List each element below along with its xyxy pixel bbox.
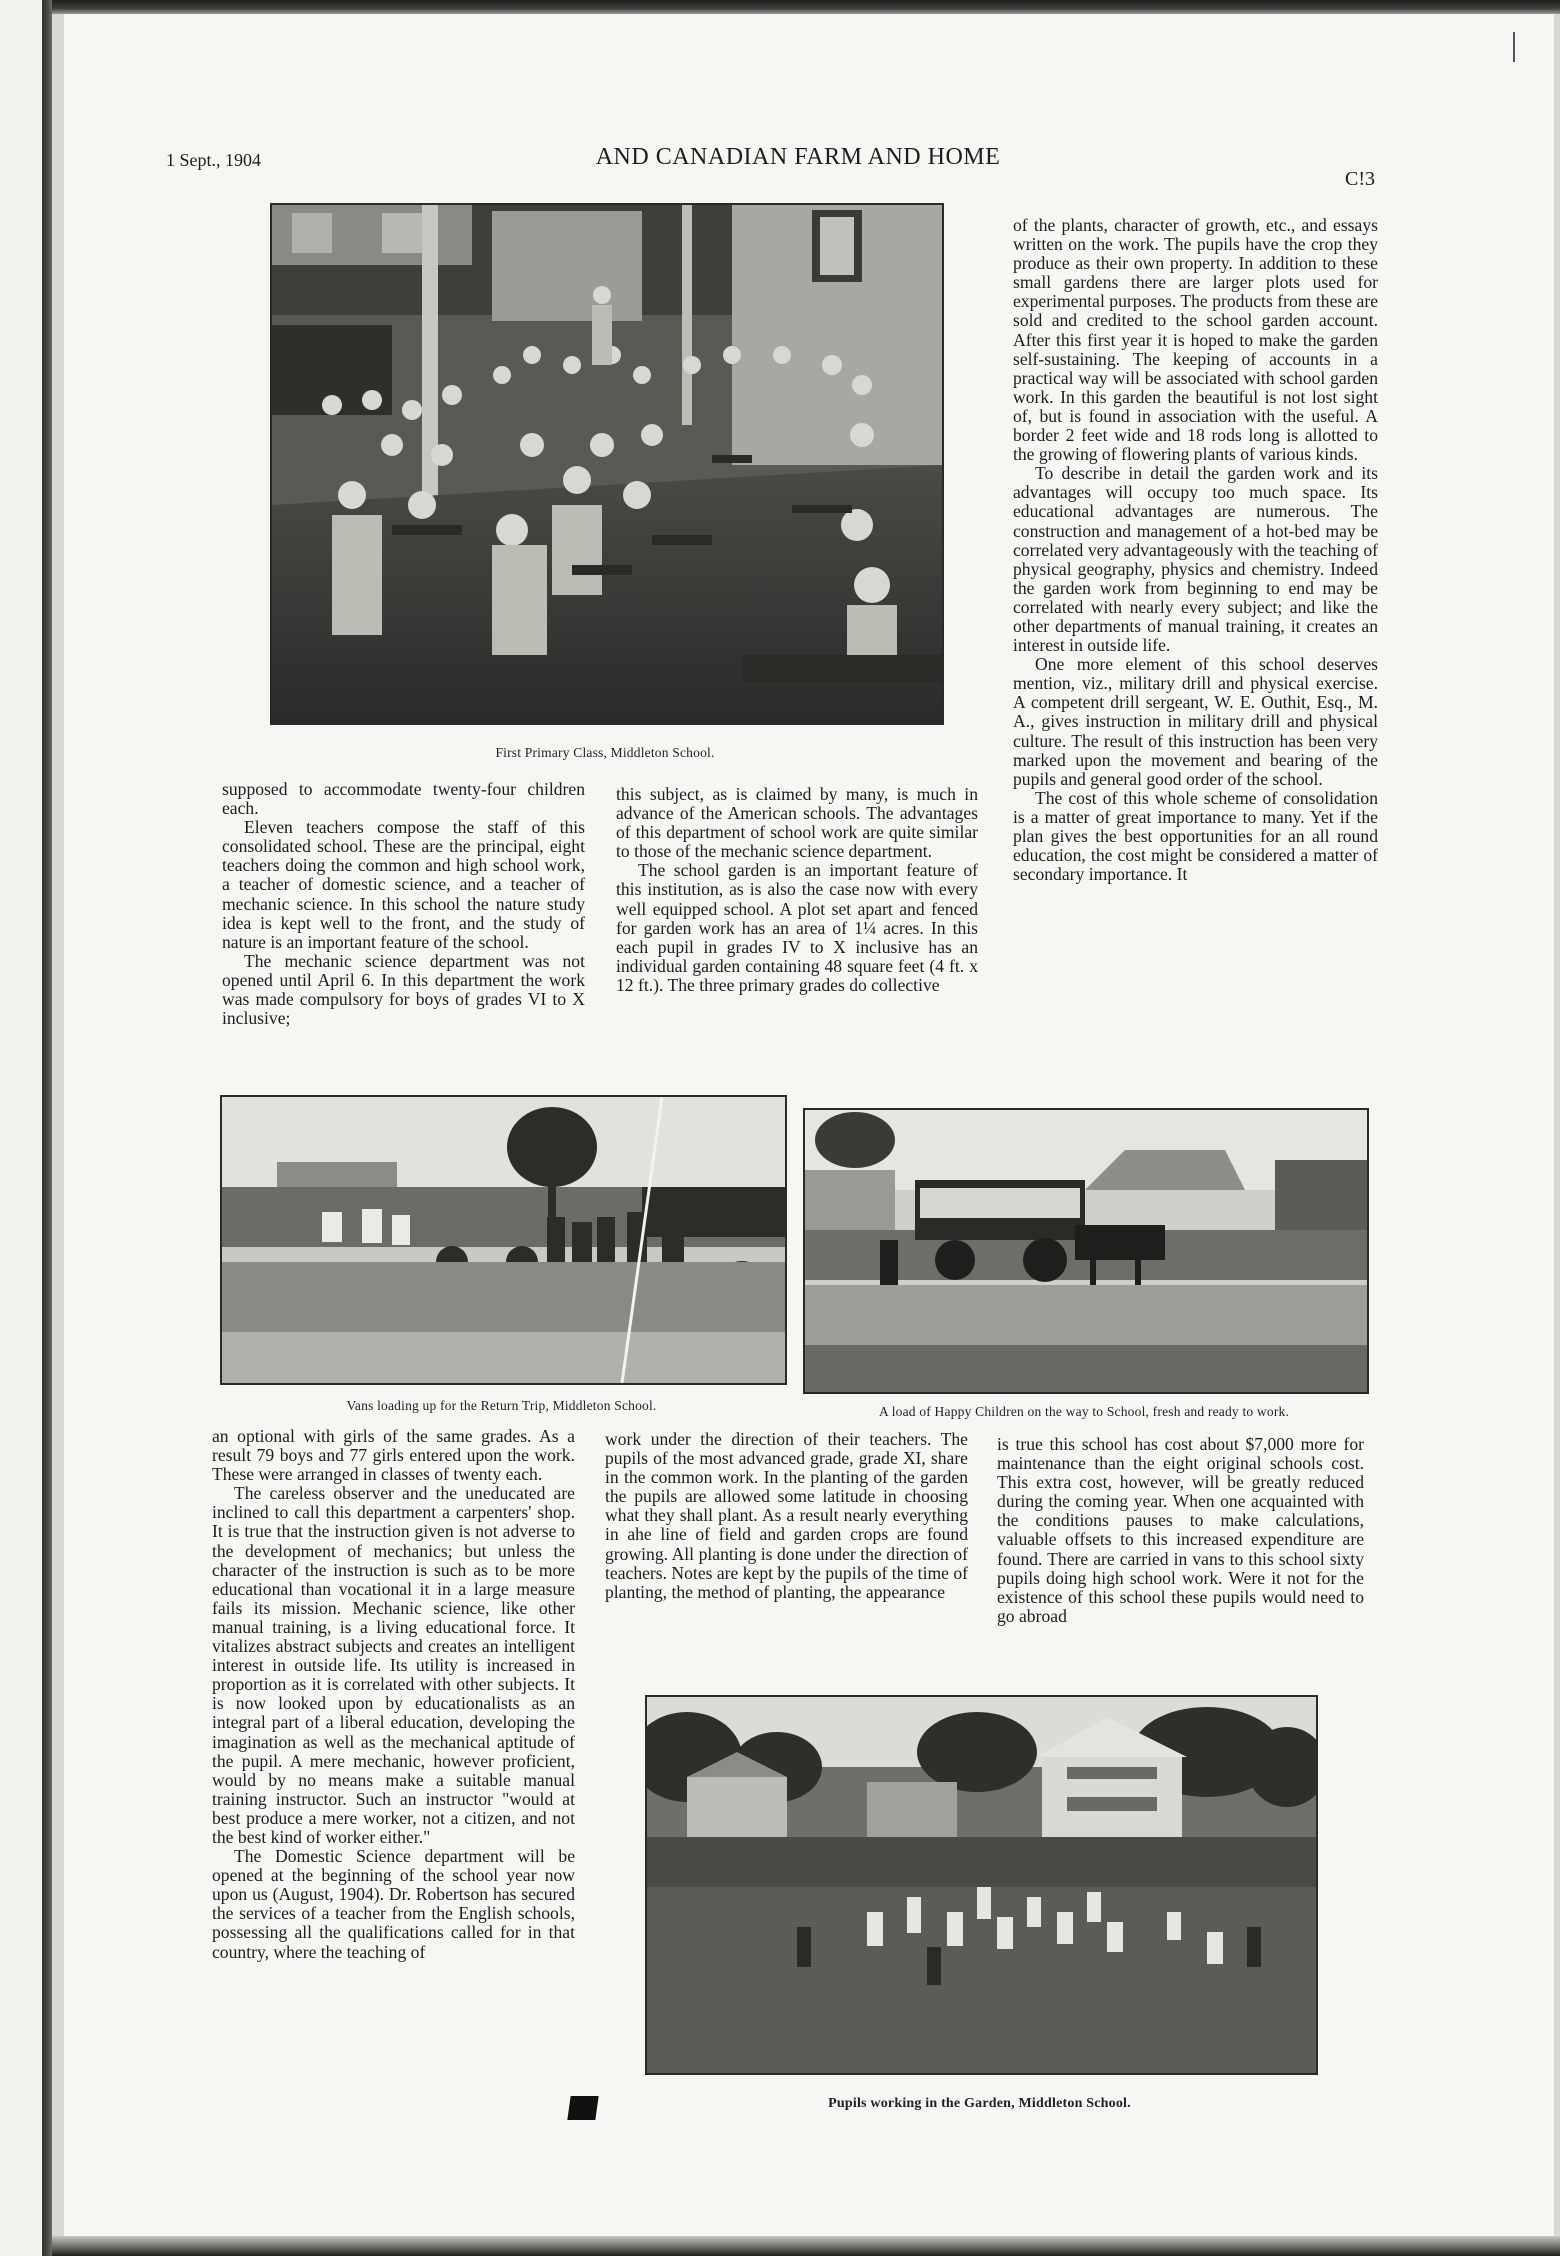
scan-bottom-edge bbox=[52, 2236, 1560, 2256]
paragraph: The cost of this whole scheme of consolidation is a matter of great importance to many. Yet if the plan gives the best opportunities for an all round education, the cost might be considered a matter of secondary importance. It bbox=[1013, 787, 1378, 885]
classroom-photo bbox=[270, 203, 944, 725]
paragraph: an optional with girls of the same grades. As a result 79 boys and 77 girls entered upon the work. These were arranged in classes of twenty each. bbox=[212, 1427, 575, 1485]
paragraph: of the plants, character of growth, etc., and essays written on the work. The pupils have the crop they produce as their own property. In addition to these small gardens there are larger plots used for experimental purposes. The products from these are sold and credited to the school garden account. After this first year it is hoped to make the garden self-sustaining. The keeping of accounts in a practical way will be associated with school garden work. In this garden the beautiful is not lost sight of, but is found in association with the useful. A border 2 feet wide and 18 rods long is allotted to the growing of flowering plants of various kinds. bbox=[1013, 216, 1378, 465]
paragraph: this subject, as is claimed by many, is much in advance of the American schools. The advantages of this department of school work are quite similar to those of the mechanic science department. bbox=[616, 785, 978, 862]
upper-column-1 bbox=[222, 780, 585, 1078]
ink-blot bbox=[567, 2096, 598, 2120]
classroom-caption: First Primary Class, Middleton School. bbox=[495, 745, 715, 760]
paragraph: The careless observer and the uneducated are inclined to call this department a carpenters' shop. It is true that the instruction given is not adverse to the development of mechanics; but unless the character of the instruction is such as to be more educational than vocational it in a large measure fails its mission. Mechanic science, like other manual training, is a living educational force. It vitalizes abstract subjects and creates an intelligent interest in outside life. Its utility is increased in proportion as it is correlated with other subjects. It is now looked upon by educationalists as an integral part of a liberal education, developing the imagination as well as the mechanical aptitude of the pupil. A mere mechanic, however proficient, would by no means make a suitable manual training instructor. Such an instructor "would at best produce a mere worker, not a citizen, and not the best kind of worker either." bbox=[212, 1483, 575, 1847]
children-wagon-photo bbox=[803, 1108, 1369, 1394]
margin-mark bbox=[1513, 32, 1515, 62]
paragraph: The Domestic Science department will be opened at the beginning of the school year now upon us (August, 1904). Dr. Robertson has secured the services of a teacher from the English schools, possessing all the qualifications called for in that country, where the teaching of bbox=[212, 1846, 575, 1962]
garden-photo bbox=[645, 1695, 1318, 2075]
lower-column-1 bbox=[212, 1427, 575, 2115]
page-number: C!3 bbox=[1345, 168, 1375, 190]
paragraph: To describe in detail the garden work and its advantages will occupy too much space. Its educational advantages are numerous. The construction and management of a hot-bed may be correlated very advantageously with the teaching of physical geography, physics and chemistry. Indeed the garden work from beginning to end may be correlated with nearly every subject; and like the other departments of manual training, it creates an interest in outside life. bbox=[1013, 463, 1378, 656]
paragraph: Eleven teachers compose the staff of this consolidated school. These are the principal, eight teachers doing the common and high school work, a teacher of domestic science, and a teacher of mechanic science. In this school the nature study idea is kept well to the front, and the study of nature is an important feature of the school. bbox=[222, 817, 585, 952]
upper-column-3 bbox=[1013, 216, 1378, 1092]
paragraph: The mechanic science department was not opened until April 6. In this department the work was made compulsory for boys of grades VI to X inclusive; bbox=[222, 950, 585, 1029]
children-wagon-caption: A load of Happy Children on the way to School, fresh and ready to work. bbox=[878, 1404, 1290, 1419]
paragraph: is true this school has cost about $7,000 more for maintenance than the eight original schools cost. This extra cost, however, will be greatly reduced during the coming year. When one acquainted with the conditions pauses to make calculations, valuable offsets to this increased expenditure are found. There are carried in vans to this school sixty pupils doing high school work. Were it not for the existence of this school these pupils would need to go abroad bbox=[997, 1435, 1364, 1626]
garden-caption: Pupils working in the Garden, Middleton School. bbox=[828, 2096, 1131, 2111]
paragraph: The school garden is an important feature of this institution, as is also the case now with every well equipped school. A plot set apart and fenced for garden work has an area of 1¼ acres. In this each pupil in grades IV to X inclusive has an individual garden containing 48 square feet (4 ft. x 12 ft.). The three primary grades do collective bbox=[616, 860, 978, 995]
scan-top-edge bbox=[52, 0, 1560, 14]
vans-loading-caption: Vans loading up for the Return Trip, Middleton School. bbox=[346, 1398, 657, 1413]
paragraph: work under the direction of their teachers. The pupils of the most advanced grade, grade XI, share in the common work. In the planting of the garden the pupils are allowed some latitude in choosing what they shall plant. As a result nearly everything in ahe line of field and garden crops are found growing. All planting is done under the direction of teachers. Notes are kept by the pupils of the time of planting, the method of planting, the appearance bbox=[605, 1430, 968, 1602]
paragraph: One more element of this school deserves mention, viz., military drill and physical exercise. A competent drill sergeant, W. E. Outhit, Esq., M. A., gives instruction in military drill and physical culture. The result of this instruction has been very marked upon the movement and bearing of the pupils and general good order of the school. bbox=[1013, 654, 1378, 789]
upper-column-2 bbox=[616, 785, 978, 1082]
lower-column-2 bbox=[605, 1430, 968, 1670]
scan-binding-edge bbox=[0, 0, 52, 2256]
vans-loading-photo bbox=[220, 1095, 787, 1385]
issue-date: 1 Sept., 1904 bbox=[166, 150, 262, 170]
running-title: AND CANADIAN FARM AND HOME bbox=[595, 144, 1001, 170]
paragraph: supposed to accommodate twenty-four children each. bbox=[222, 780, 585, 819]
lower-column-3 bbox=[997, 1435, 1364, 1675]
